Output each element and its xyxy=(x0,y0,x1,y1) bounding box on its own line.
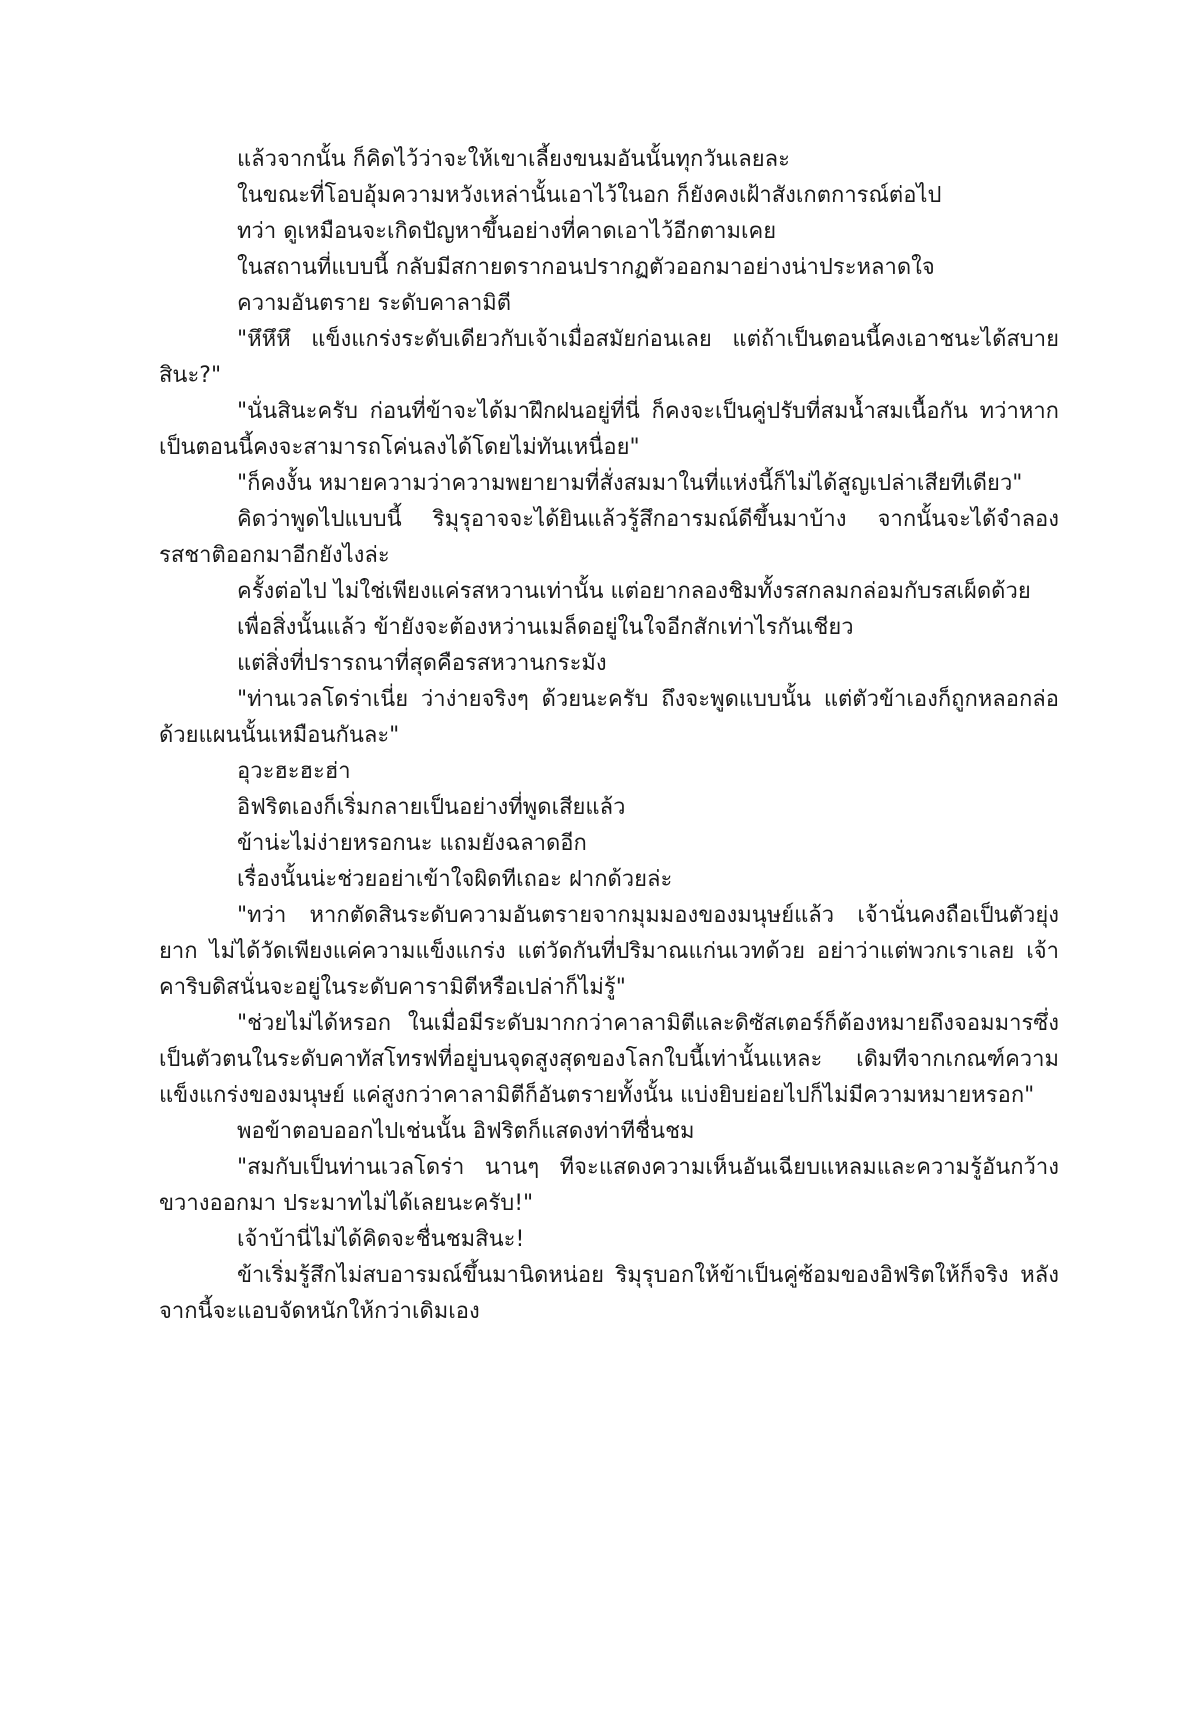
paragraph: คิดว่าพูดไปแบบนี้ ริมุรุอาจจะได้ยินแล้วรู้สึกอารมณ์ดีขึ้นมาบ้าง จากนั้นจะได้จำลองรสชาติออกมาอีกยังไงล่ะ xyxy=(159,507,1059,568)
paragraph: ในขณะที่โอบอุ้มความหวังเหล่านั้นเอาไว้ในอก ก็ยังคงเฝ้าสังเกตการณ์ต่อไป xyxy=(237,183,942,208)
paragraph: แล้วจากนั้น ก็คิดไว้ว่าจะให้เขาเลี้ยงขนมอันนั้นทุกวันเลยละ xyxy=(237,147,790,172)
document-body xyxy=(159,142,1059,1330)
paragraph: ความอันตราย ระดับคาลามิตี xyxy=(237,291,512,316)
paragraph: "ทว่า หากตัดสินระดับความอันตรายจากมุมมองของมนุษย์แล้ว เจ้านั่นคงถือเป็นตัวยุ่งยาก ไม่ได้วัดเพียงแค่ความแข็งแกร่ง แต่วัดกันที่ปริมาณแก่นเวทด้วย อย่าว่าแต่พวกเราเลย เจ้าคาริบดิสนั่นจะอยู่ในระดับคารามิตีหรือเปล่าก็ไม่รู้" xyxy=(159,903,1059,1000)
paragraph: อุวะฮะฮะฮ่า xyxy=(237,759,351,784)
paragraph: "ก็คงงั้น หมายความว่าความพยายามที่สั่งสมมาในที่แห่งนี้ก็ไม่ได้สูญเปล่าเสียทีเดียว" xyxy=(237,471,1023,496)
paragraph: เพื่อสิ่งนั้นแล้ว ข้ายังจะต้องหว่านเมล็ดอยู่ในใจอีกสักเท่าไรกันเชียว xyxy=(237,615,854,640)
paragraph: "สมกับเป็นท่านเวลโดร่า นานๆ ทีจะแสดงความเห็นอันเฉียบแหลมและความรู้อันกว้างขวางออกมา ประมาทไม่ได้เลยนะครับ!" xyxy=(159,1155,1059,1216)
paragraph: เรื่องนั้นน่ะช่วยอย่าเข้าใจผิดทีเถอะ ฝากด้วยล่ะ xyxy=(237,867,673,892)
paragraph: ในสถานที่แบบนี้ กลับมีสกายดรากอนปรากฏตัวออกมาอย่างน่าประหลาดใจ xyxy=(237,255,935,280)
paragraph: "นั่นสินะครับ ก่อนที่ข้าจะได้มาฝึกฝนอยู่ที่นี่ ก็คงจะเป็นคู่ปรับที่สมน้ำสมเนื้อกัน ทว่าหากเป็นตอนนี้คงจะสามารถโค่นลงได้โดยไม่ทันเหนื่อย" xyxy=(159,399,1059,460)
paragraph: ครั้งต่อไป ไม่ใช่เพียงแค่รสหวานเท่านั้น แต่อยากลองชิมทั้งรสกลมกล่อมกับรสเผ็ดด้วย xyxy=(237,579,1031,604)
paragraph: ข้าเริ่มรู้สึกไม่สบอารมณ์ขึ้นมานิดหน่อย ริมุรุบอกให้ข้าเป็นคู่ซ้อมของอิฟริตให้ก็จริง หลังจากนี้จะแอบจัดหนักให้กว่าเดิมเอง xyxy=(159,1263,1059,1324)
paragraph: ข้าน่ะไม่ง่ายหรอกนะ แถมยังฉลาดอีก xyxy=(237,831,587,856)
paragraph: "หึหึหึ แข็งแกร่งระดับเดียวกับเจ้าเมื่อสมัยก่อนเลย แต่ถ้าเป็นตอนนี้คงเอาชนะได้สบายสินะ?" xyxy=(159,327,1059,388)
paragraph: "ท่านเวลโดร่าเนี่ย ว่าง่ายจริงๆ ด้วยนะครับ ถึงจะพูดแบบนั้น แต่ตัวข้าเองก็ถูกหลอกล่อด้วยแผนนั้นเหมือนกันละ" xyxy=(159,687,1059,748)
paragraph: เจ้าบ้านี่ไม่ได้คิดจะชื่นชมสินะ! xyxy=(237,1227,525,1252)
paragraph: แต่สิ่งที่ปรารถนาที่สุดคือรสหวานกระมัง xyxy=(237,651,607,676)
paragraph: "ช่วยไม่ได้หรอก ในเมื่อมีระดับมากกว่าคาลามิตีและดิซัสเตอร์ก็ต้องหมายถึงจอมมารซึ่งเป็นตัวตนในระดับคาทัสโทรฟที่อยู่บนจุดสูงสุดของโลกใบนี้เท่านั้นแหละ เดิมทีจากเกณฑ์ความแข็งแกร่งของมนุษย์ แค่สูงกว่าคาลามิตีก็อันตรายทั้งนั้น แบ่งยิบย่อยไปก็ไม่มีความหมายหรอก" xyxy=(159,1011,1059,1108)
paragraph: อิฟริตเองก็เริ่มกลายเป็นอย่างที่พูดเสียแล้ว xyxy=(237,795,626,820)
paragraph: พอข้าตอบออกไปเช่นนั้น อิฟริตก็แสดงท่าทีชื่นชม xyxy=(237,1119,695,1144)
paragraph: ทว่า ดูเหมือนจะเกิดปัญหาขึ้นอย่างที่คาดเอาไว้อีกตามเคย xyxy=(237,219,777,244)
